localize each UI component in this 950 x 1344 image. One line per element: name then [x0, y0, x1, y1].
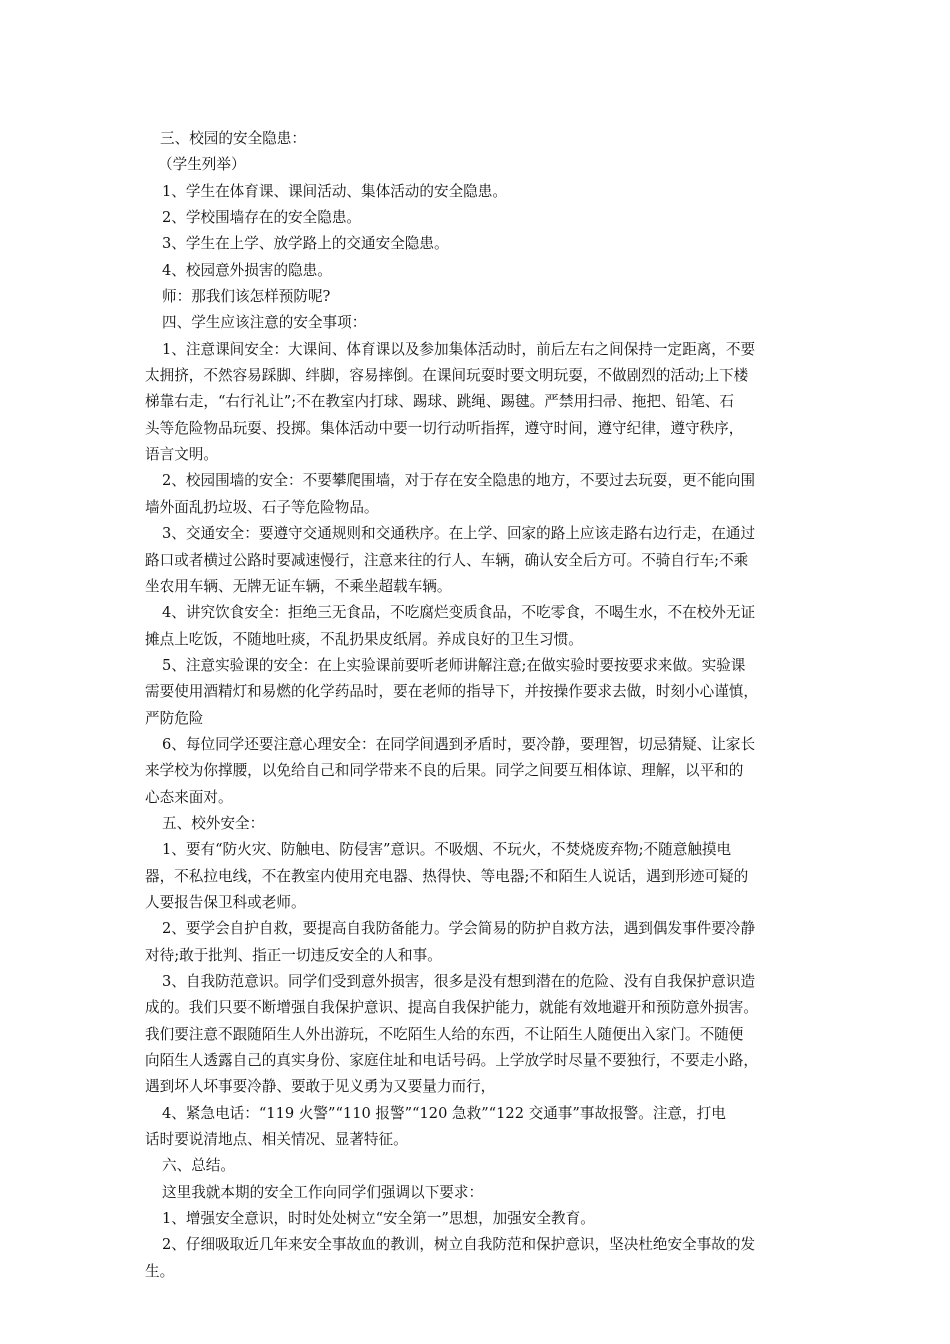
document-body: [145, 126, 810, 1285]
text-line: 师：那我们该怎样预防呢?: [162, 288, 331, 306]
text-line: 梯靠右走，“右行礼让”;不在教室内打球、踢球、跳绳、踢毽。严禁用扫帚、拖把、铅笔、石: [145, 393, 734, 411]
text-line: 4、紧急电话：“119 火警”“110 报警”“120 急救”“122 交通事”事故报警。注意，打电: [162, 1104, 726, 1122]
text-line: 墙外面乱扔垃圾、石子等危险物品。: [145, 498, 379, 516]
text-line: 太拥挤，不然容易踩脚、绊脚，容易摔倒。在课间玩耍时要文明玩耍，不做剧烈的活动;上下楼: [145, 367, 749, 385]
text-line: 3、学生在上学、放学路上的交通安全隐患。: [162, 235, 449, 253]
text-line: 人要报告保卫科或老师。: [145, 893, 306, 911]
text-line: 生。: [145, 1262, 175, 1280]
text-line: 5、注意实验课的安全：在上实验课前要听老师讲解注意;在做实验时要按要求来做。实验课: [162, 656, 746, 674]
text-line: 器，不私拉电线，不在教室内使用充电器、热得快、等电器;不和陌生人说话，遇到形迹可疑的: [145, 867, 749, 885]
text-line: 需要使用酒精灯和易燃的化学药品时，要在老师的指导下，并按操作要求去做，时刻小心谨慎，: [145, 683, 758, 701]
text-line: 严防危险: [145, 709, 204, 727]
text-line: 1、要有“防火灾、防触电、防侵害”意识。不吸烟、不玩火，不焚烧废弃物;不随意触摸电: [162, 841, 732, 859]
text-line: 4、讲究饮食安全：拒绝三无食品，不吃腐烂变质食品，不吃零食，不喝生水，不在校外无证: [162, 604, 756, 622]
text-line: 这里我就本期的安全工作向同学们强调以下要求：: [162, 1183, 484, 1201]
text-line: 头等危险物品玩耍、投掷。集体活动中要一切行动听指挥，遵守时间，遵守纪律，遵守秩序，: [145, 419, 744, 437]
text-line: 语言文明。: [145, 446, 218, 464]
text-line: 对待;敢于批判、指正一切违反安全的人和事。: [145, 946, 442, 964]
text-line: 1、学生在体育课、课间活动、集体活动的安全隐患。: [162, 182, 507, 200]
text-line: 六、总结。: [162, 1157, 235, 1175]
text-line: 3、交通安全：要遵守交通规则和交通秩序。在上学、回家的路上应该走路右边行走，在通过: [162, 525, 756, 543]
text-line: 三、校园的安全隐患：: [160, 130, 306, 147]
text-line: 2、校园围墙的安全：不要攀爬围墙，对于存在安全隐患的地方，不要过去玩耍，更不能向围: [162, 472, 756, 490]
text-line: 2、要学会自护自救，要提高自我防备能力。学会简易的防护自救方法，遇到偶发事件要冷静: [162, 920, 756, 938]
text-line: 坐农用车辆、无牌无证车辆，不乘坐超载车辆。: [145, 577, 452, 595]
text-line: 3、自我防范意识。同学们受到意外损害，很多是没有想到潜在的危险、没有自我保护意识造: [162, 973, 756, 990]
text-line: 五、校外安全：: [162, 814, 265, 832]
text-line: 话时要说清地点、相关情况、显著特征。: [145, 1131, 408, 1149]
text-line: 1、增强安全意识，时时处处树立“安全第一”思想，加强安全教育。: [162, 1210, 595, 1228]
text-line: 向陌生人透露自己的真实身份、家庭住址和电话号码。上学放学时尽量不要独行，不要走小路，: [145, 1052, 758, 1070]
text-line: 成的。我们只要不断增强自我保护意识、提高自我保护能力，就能有效地避开和预防意外损害。: [145, 999, 758, 1017]
text-line: 1、注意课间安全：大课间、体育课以及参加集体活动时，前后左右之间保持一定距离，不要: [162, 340, 756, 358]
text-line: 6、每位同学还要注意心理安全：在同学间遇到矛盾时，要冷静，要理智，切忌猜疑、让家长: [162, 735, 756, 753]
text-line: 来学校为你撑腰，以免给自己和同学带来不良的后果。同学之间要互相体谅、理解，以平和的: [145, 762, 744, 780]
text-line: 路口或者横过公路时要减速慢行，注意来往的行人、车辆，确认安全后方可。不骑自行车;不乘: [145, 551, 749, 569]
text-line: 摊点上吃饭，不随地吐痰，不乱扔果皮纸屑。养成良好的卫生习惯。: [145, 630, 583, 648]
text-line: 2、仔细吸取近几年来安全事故血的教训，树立自我防范和保护意识，坚决杜绝安全事故的发: [162, 1236, 756, 1254]
text-line: 4、校园意外损害的隐患。: [162, 261, 332, 279]
text-line: 遇到坏人坏事要冷静、要敢于见义勇为又要量力而行，: [145, 1078, 496, 1096]
text-line: 2、学校围墙存在的安全隐患。: [162, 209, 362, 227]
text-line: 我们要注意不跟随陌生人外出游玩，不吃陌生人给的东西，不让陌生人随便出入家门。不随便: [145, 1025, 744, 1043]
text-line: （学生列举）: [158, 156, 246, 174]
text-line: 心态来面对。: [145, 788, 233, 806]
text-line: 四、学生应该注意的安全事项：: [162, 314, 367, 332]
